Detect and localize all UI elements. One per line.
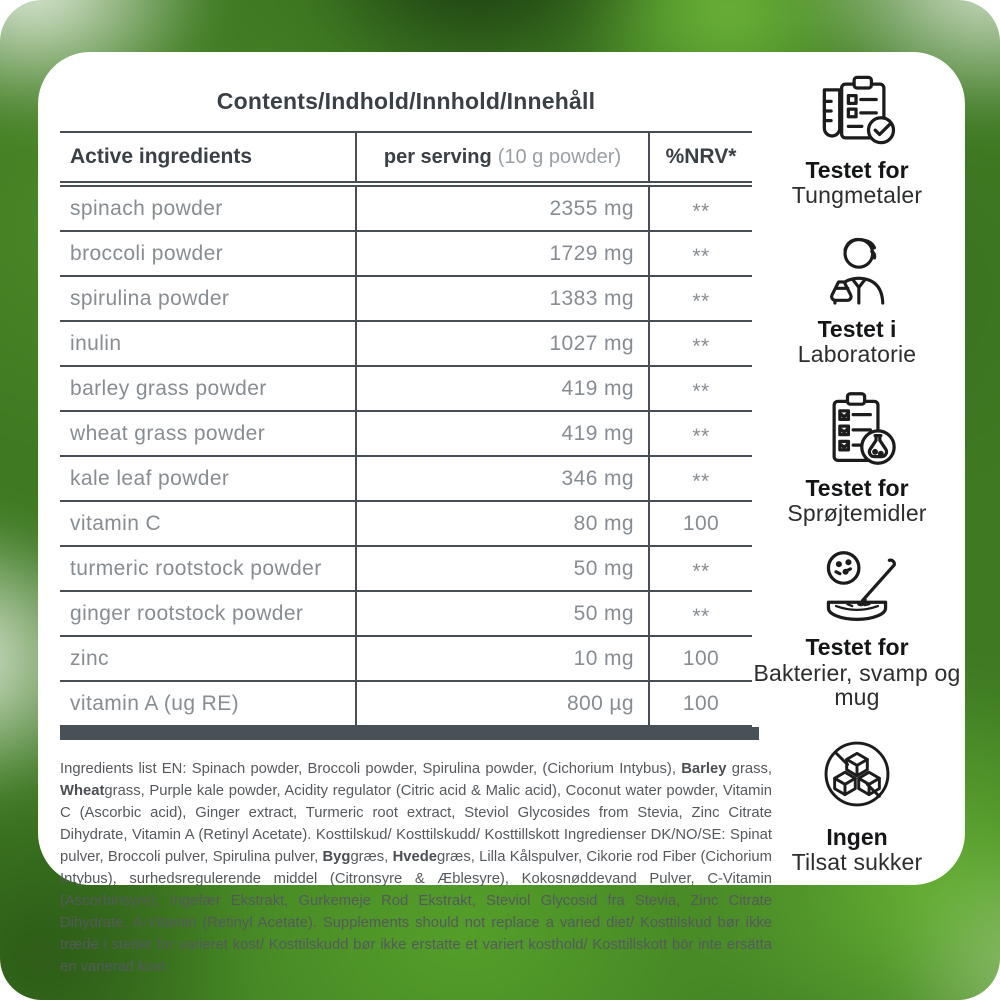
badge-title: Testet i bbox=[817, 316, 897, 343]
header-nrv: %NRV* bbox=[648, 133, 752, 181]
table-header-row bbox=[60, 131, 752, 187]
badge-subtitle: Laboratorie bbox=[797, 341, 917, 368]
table-cell-amount: 1729 mg bbox=[355, 232, 648, 275]
table-row bbox=[60, 322, 752, 367]
table-cell-amount: 1383 mg bbox=[355, 277, 648, 320]
badge-bacteria-mold bbox=[746, 547, 968, 709]
table-row bbox=[60, 277, 752, 322]
badge-laboratory bbox=[746, 229, 968, 366]
table-cell-amount: 10 mg bbox=[355, 637, 648, 680]
table-cell-amount: 346 mg bbox=[355, 457, 648, 500]
table-cell-name: spirulina powder bbox=[70, 286, 230, 310]
badge-pesticides bbox=[746, 388, 968, 525]
table-cell-nrv: ** bbox=[648, 187, 752, 230]
certification-badges-rail bbox=[746, 72, 968, 874]
table-cell-name: barley grass powder bbox=[70, 376, 267, 400]
header-per-serving-bold: per serving bbox=[383, 145, 492, 168]
no-added-sugar-icon bbox=[813, 731, 901, 817]
badge-subtitle: Bakterier, svamp og mug bbox=[753, 659, 961, 710]
ingredients-segment: græs, bbox=[350, 849, 393, 865]
table-cell-name: vitamin A (ug RE) bbox=[70, 691, 240, 715]
table-row bbox=[60, 547, 752, 592]
table-cell-amount: 1027 mg bbox=[355, 322, 648, 365]
ingredients-segment: grass, Purple kale powder, Acidity regulator (Citric acid & Malic acid), Coconut water powder, Vitamin C (Ascorbic acid), Ginger extract, Turmeric root extract, Steviol Glycosides from Stevia, Zinc Citrate Dihydrate, Vitamin A (Retinyl Acetate). Kosttilskud/ Kosttilskudd/ Kosttillskott Ingredienser DK/NO/SE: Spinat pulver, Broccoli pulver, Spirulina pulver, bbox=[60, 783, 772, 865]
ingredients-segment: Barley bbox=[681, 761, 727, 777]
header-per-serving bbox=[355, 133, 648, 181]
label-content bbox=[60, 52, 772, 978]
table-body bbox=[60, 187, 752, 727]
table-row bbox=[60, 592, 752, 637]
table-cell-name: kale leaf powder bbox=[70, 466, 230, 490]
badge-no-sugar bbox=[746, 731, 968, 874]
contents-table bbox=[60, 131, 752, 727]
table-row bbox=[60, 232, 752, 277]
table-row bbox=[60, 367, 752, 412]
checklist-flask-icon bbox=[809, 388, 905, 468]
table-cell-amount: 419 mg bbox=[355, 367, 648, 410]
ingredients-segment: Hvede bbox=[392, 849, 437, 865]
table-cell-name: ginger rootstock powder bbox=[70, 601, 304, 625]
badge-heavy-metals bbox=[746, 72, 968, 207]
badge-subtitle: Sprøjtemidler bbox=[787, 500, 927, 527]
table-row bbox=[60, 187, 752, 232]
table-cell-name: turmeric rootstock powder bbox=[70, 556, 322, 580]
badge-title: Testet for bbox=[805, 475, 909, 502]
ingredients-segment: grass, bbox=[726, 761, 773, 777]
table-cell-nrv: 100 bbox=[648, 502, 752, 545]
table-cell-name: vitamin C bbox=[70, 511, 162, 535]
table-cell-nrv: ** bbox=[648, 322, 752, 365]
ingredients-segment: Ingredients list EN: Spinach powder, Broccoli powder, Spirulina powder, (Cichorium Intybus), bbox=[60, 761, 682, 777]
ingredients-paragraph bbox=[60, 758, 772, 978]
table-cell-amount: 800 µg bbox=[355, 682, 648, 725]
scientist-icon bbox=[811, 229, 903, 309]
table-cell-nrv: ** bbox=[648, 232, 752, 275]
table-row bbox=[60, 637, 752, 682]
table-cell-amount: 419 mg bbox=[355, 412, 648, 455]
table-cell-nrv: ** bbox=[648, 592, 752, 635]
badge-title: Testet for bbox=[805, 634, 909, 661]
table-cell-amount: 2355 mg bbox=[355, 187, 648, 230]
table-row bbox=[60, 457, 752, 502]
table-cell-name: broccoli powder bbox=[70, 241, 224, 265]
table-cell-nrv: 100 bbox=[648, 682, 752, 725]
badge-subtitle: Tilsat sukker bbox=[791, 848, 923, 875]
ingredients-segment: græs, Lilla Kålspulver, Cikorie rod Fiber (Cichorium Intybus), surhedsregulerende middel (Citronsyre & Æblesyre), Kokosnøddevand Pulver, C-Vitamin (Ascorbinsyre), Ingefær Ekstrakt, Gurkemeje Rod Ekstrakt, Steviol Glycosid fra Stevia, Zinc Citrate Dihydrate, A-Vitamin (Retinyl Acetate). Supplements should not replace a varied diet/ Kosttilskud bør ikke træde i stedet for varieret kost/ Kosttilskudd bør ikke erstatte et variert kosthold/ Kosttillskott bör inte ersätta en varierad kost. bbox=[60, 849, 772, 975]
table-cell-name: wheat grass powder bbox=[70, 421, 266, 445]
ingredients-segment: Wheat bbox=[60, 783, 105, 799]
table-cell-name: zinc bbox=[70, 646, 109, 670]
table-cell-nrv: ** bbox=[648, 277, 752, 320]
table-cell-nrv: ** bbox=[648, 412, 752, 455]
ingredients-segment: Byg bbox=[322, 849, 351, 865]
table-cell-nrv: 100 bbox=[648, 637, 752, 680]
table-cell-amount: 50 mg bbox=[355, 592, 648, 635]
badge-title: Ingen bbox=[826, 823, 888, 850]
supplement-label-panel bbox=[38, 52, 965, 975]
table-cell-amount: 80 mg bbox=[355, 502, 648, 545]
table-cell-nrv: ** bbox=[648, 367, 752, 410]
table-row bbox=[60, 682, 752, 727]
badge-title: Testet for bbox=[805, 157, 909, 183]
table-cell-amount: 50 mg bbox=[355, 547, 648, 590]
table-footer-bar bbox=[60, 727, 759, 740]
table-row bbox=[60, 502, 752, 547]
table-cell-nrv: ** bbox=[648, 457, 752, 500]
petri-dish-swab-icon bbox=[809, 547, 905, 627]
badge-subtitle: Tungmetaler bbox=[791, 182, 923, 209]
table-cell-name: spinach powder bbox=[70, 196, 223, 220]
table-cell-name: inulin bbox=[70, 331, 122, 355]
header-per-serving-light: (10 g powder) bbox=[497, 145, 622, 168]
contents-title: Contents/Indhold/Innhold/Innehåll bbox=[216, 88, 596, 114]
table-cell-nrv: ** bbox=[648, 547, 752, 590]
header-active-ingredients: Active ingredients bbox=[70, 145, 253, 168]
lab-report-check-icon bbox=[809, 72, 905, 150]
table-row bbox=[60, 412, 752, 457]
